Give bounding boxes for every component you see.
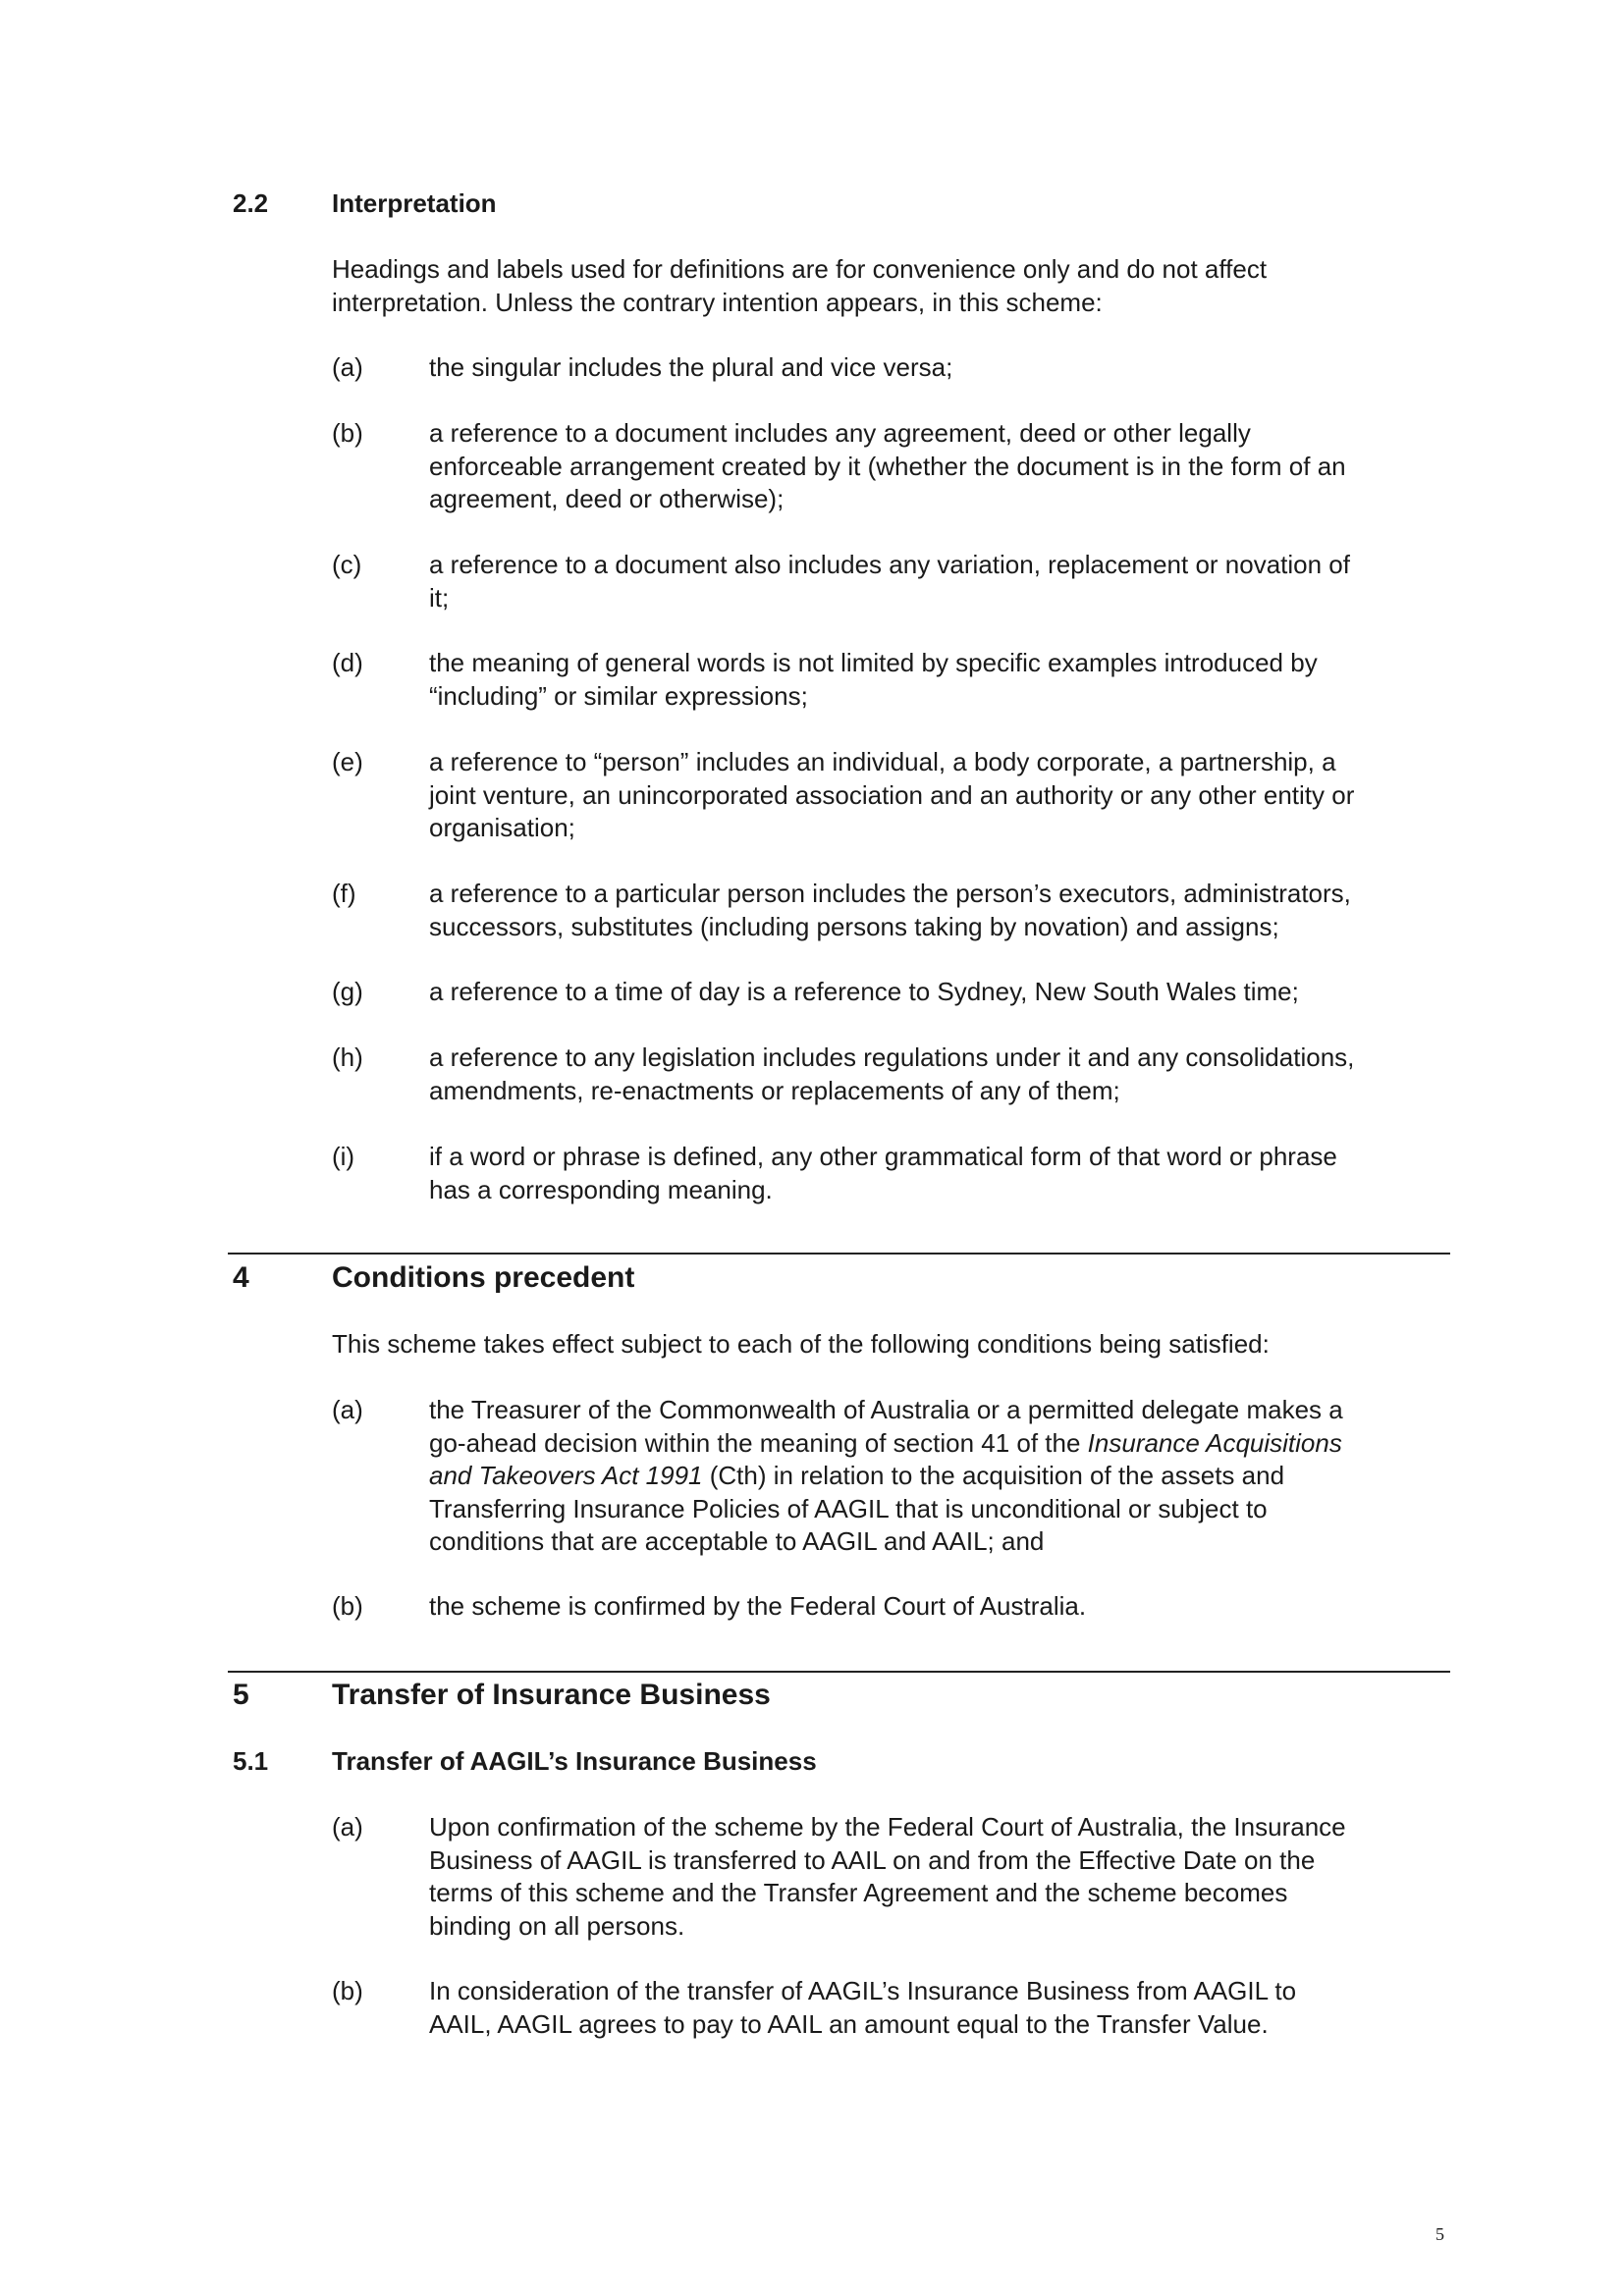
list-item: Upon confirmation of the scheme by the Federal Court of Australia, the Insurance Business of AAGIL is transferred to AAIL on and from the Effective Date on the terms of this scheme and the Transfer Agreement and the scheme becomes binding on all persons. — [429, 1812, 1346, 1941]
list-item: a reference to a document also includes any variation, replacement or novation of it; — [429, 550, 1350, 613]
list-item: the scheme is confirmed by the Federal Court of Australia. — [429, 1591, 1087, 1621]
section-4-intro: This scheme takes effect subject to each of the following conditions being satisfied: — [332, 1329, 1270, 1359]
section-5-1-number: 5.1 — [233, 1746, 269, 1776]
item-label: (b) — [332, 1976, 363, 2005]
item-label: (b) — [332, 418, 363, 448]
section-2-2-title: Interpretation — [332, 188, 497, 218]
list-item: if a word or phrase is defined, any other grammatical form of that word or phrase has a corresponding meaning. — [429, 1142, 1337, 1204]
section-2-2-number: 2.2 — [233, 188, 269, 218]
section-4-number: 4 — [233, 1261, 249, 1294]
list-item: the Treasurer of the Commonwealth of Australia or a permitted delegate makes a go-ahead decision within the meaning of section 41 of the Insurance Acquisitions and Takeovers Act 1991 (Cth) in relation to the acquisition of the assets and Transferring Insurance Policies of AAGIL that is unconditional or subject to conditions that are acceptable to AAGIL and AAIL; and — [429, 1395, 1343, 1556]
list-item: a reference to a time of day is a reference to Sydney, New South Wales time; — [429, 977, 1299, 1006]
section-5-1-title: Transfer of AAGIL’s Insurance Business — [332, 1746, 817, 1776]
section-divider — [228, 1253, 1450, 1255]
item-label: (g) — [332, 977, 363, 1006]
list-item: a reference to a document includes any agreement, deed or other legally enforceable arrangement created by it (whether the document is in the form of an agreement, deed or otherwise); — [429, 418, 1346, 513]
item-label: (b) — [332, 1591, 363, 1621]
list-item: a reference to any legislation includes regulations under it and any consolidations, amendments, re-enactments or replacements of any of them; — [429, 1042, 1355, 1105]
list-item: In consideration of the transfer of AAGIL’s Insurance Business from AAGIL to AAIL, AAGIL agrees to pay to AAIL an amount equal to the Transfer Value. — [429, 1976, 1297, 2039]
item-label: (a) — [332, 352, 363, 382]
item-label: (d) — [332, 648, 363, 677]
list-item: the meaning of general words is not limited by specific examples introduced by “including” or similar expressions; — [429, 648, 1318, 711]
item-label: (a) — [332, 1395, 363, 1424]
item-label: (e) — [332, 747, 363, 776]
item-label: (c) — [332, 550, 362, 579]
section-5-number: 5 — [233, 1679, 249, 1711]
item-label: (i) — [332, 1142, 355, 1171]
list-item: the singular includes the plural and vice versa; — [429, 352, 953, 382]
page-number: 5 — [1435, 2224, 1444, 2244]
list-item: a reference to a particular person includes the person’s executors, administrators, successors, substitutes (including persons taking by novation) and assigns; — [429, 879, 1351, 941]
section-4-title: Conditions precedent — [332, 1261, 635, 1294]
item-label: (h) — [332, 1042, 363, 1072]
section-5-title: Transfer of Insurance Business — [332, 1679, 771, 1711]
section-2-2-intro: Headings and labels used for definitions are for convenience only and do not affect interpretation. Unless the contrary intention appears, in this scheme: — [332, 254, 1268, 317]
item-label: (f) — [332, 879, 356, 908]
list-item: a reference to “person” includes an individual, a body corporate, a partnership, a joint venture, an unincorporated association and an authority or any other entity or organisation; — [429, 747, 1355, 842]
section-divider — [228, 1671, 1450, 1673]
item-label: (a) — [332, 1812, 363, 1842]
